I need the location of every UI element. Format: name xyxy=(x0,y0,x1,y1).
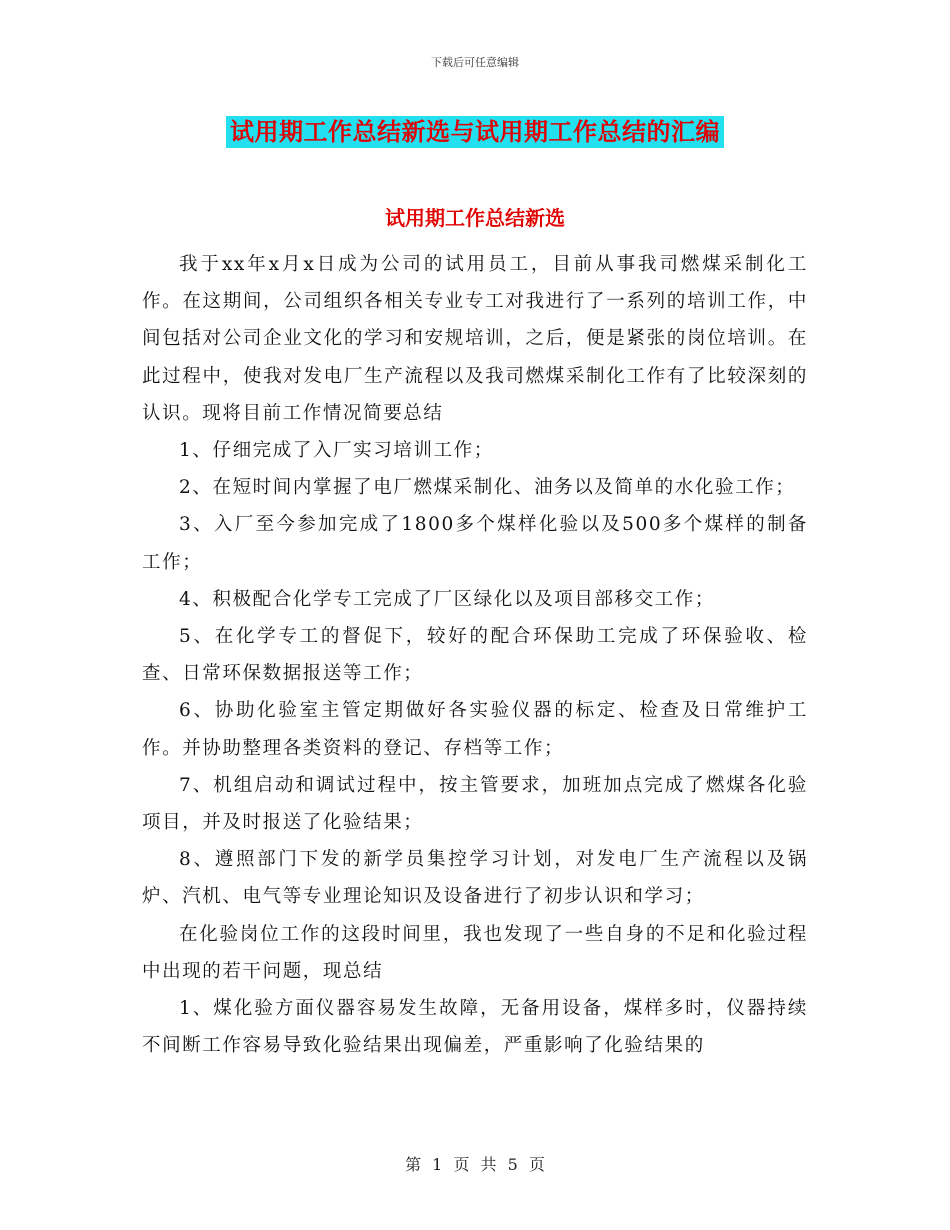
section-title: 试用期工作总结新选 xyxy=(385,206,565,230)
paragraph: 我于xx年x月x日成为公司的试用员工，目前从事我司燃煤采制化工作。在这期间，公司组织各相关专业专工对我进行了一系列的培训工作，中间包括对公司企业文化的学习和安规培训，之后，便是紧张的岗位培训。在此过程中，使我对发电厂生产流程以及我司燃煤采制化工作有了比较深刻的认识。现将目前工作情况简要总结 xyxy=(142,254,808,424)
list-item: 7、机组启动和调试过程中，按主管要求，加班加点完成了燃煤各化验项目，并及时报送了化验结果； xyxy=(142,774,808,834)
list-item: 1、仔细完成了入厂实习培训工作； xyxy=(179,440,494,462)
page-footer: 第 1 页 共 5 页 xyxy=(405,1155,545,1174)
paragraph: 在化验岗位工作的这段时间里，我也发现了一些自身的不足和化验过程中出现的若干问题，现总结 xyxy=(142,923,808,982)
header-note: 下载后可任意编辑 xyxy=(431,56,519,69)
main-title xyxy=(0,112,950,147)
list-item: 4、积极配合化学专工完成了厂区绿化以及项目部移交工作； xyxy=(179,588,715,610)
list-item: 1、煤化验方面仪器容易发生故障，无备用设备，煤样多时，仪器持续不间断工作容易导致化验结果出现偏差，严重影响了化验结果的 xyxy=(142,998,808,1057)
list-item: 8、遵照部门下发的新学员集控学习计划，对发电厂生产流程以及锅炉、汽机、电气等专业理论知识及设备进行了初步认识和学习； xyxy=(142,849,808,908)
list-item: 6、协助化验室主管定期做好各实验仪器的标定、检查及日常维护工作。并协助整理各类资料的登记、存档等工作； xyxy=(142,700,808,759)
list-item: 3、入厂至今参加完成了1800多个煤样化验以及500多个煤样的制备工作； xyxy=(142,514,808,573)
document-body xyxy=(142,246,808,1064)
list-item: 2、在短时间内掌握了电厂燃煤采制化、油务以及简单的水化验工作； xyxy=(179,477,796,499)
list-item: 5、在化学专工的督促下，较好的配合环保助工完成了环保验收、检查、日常环保数据报送等工作； xyxy=(142,626,808,685)
main-title-text: 试用期工作总结新选与试用期工作总结的汇编 xyxy=(226,116,724,148)
